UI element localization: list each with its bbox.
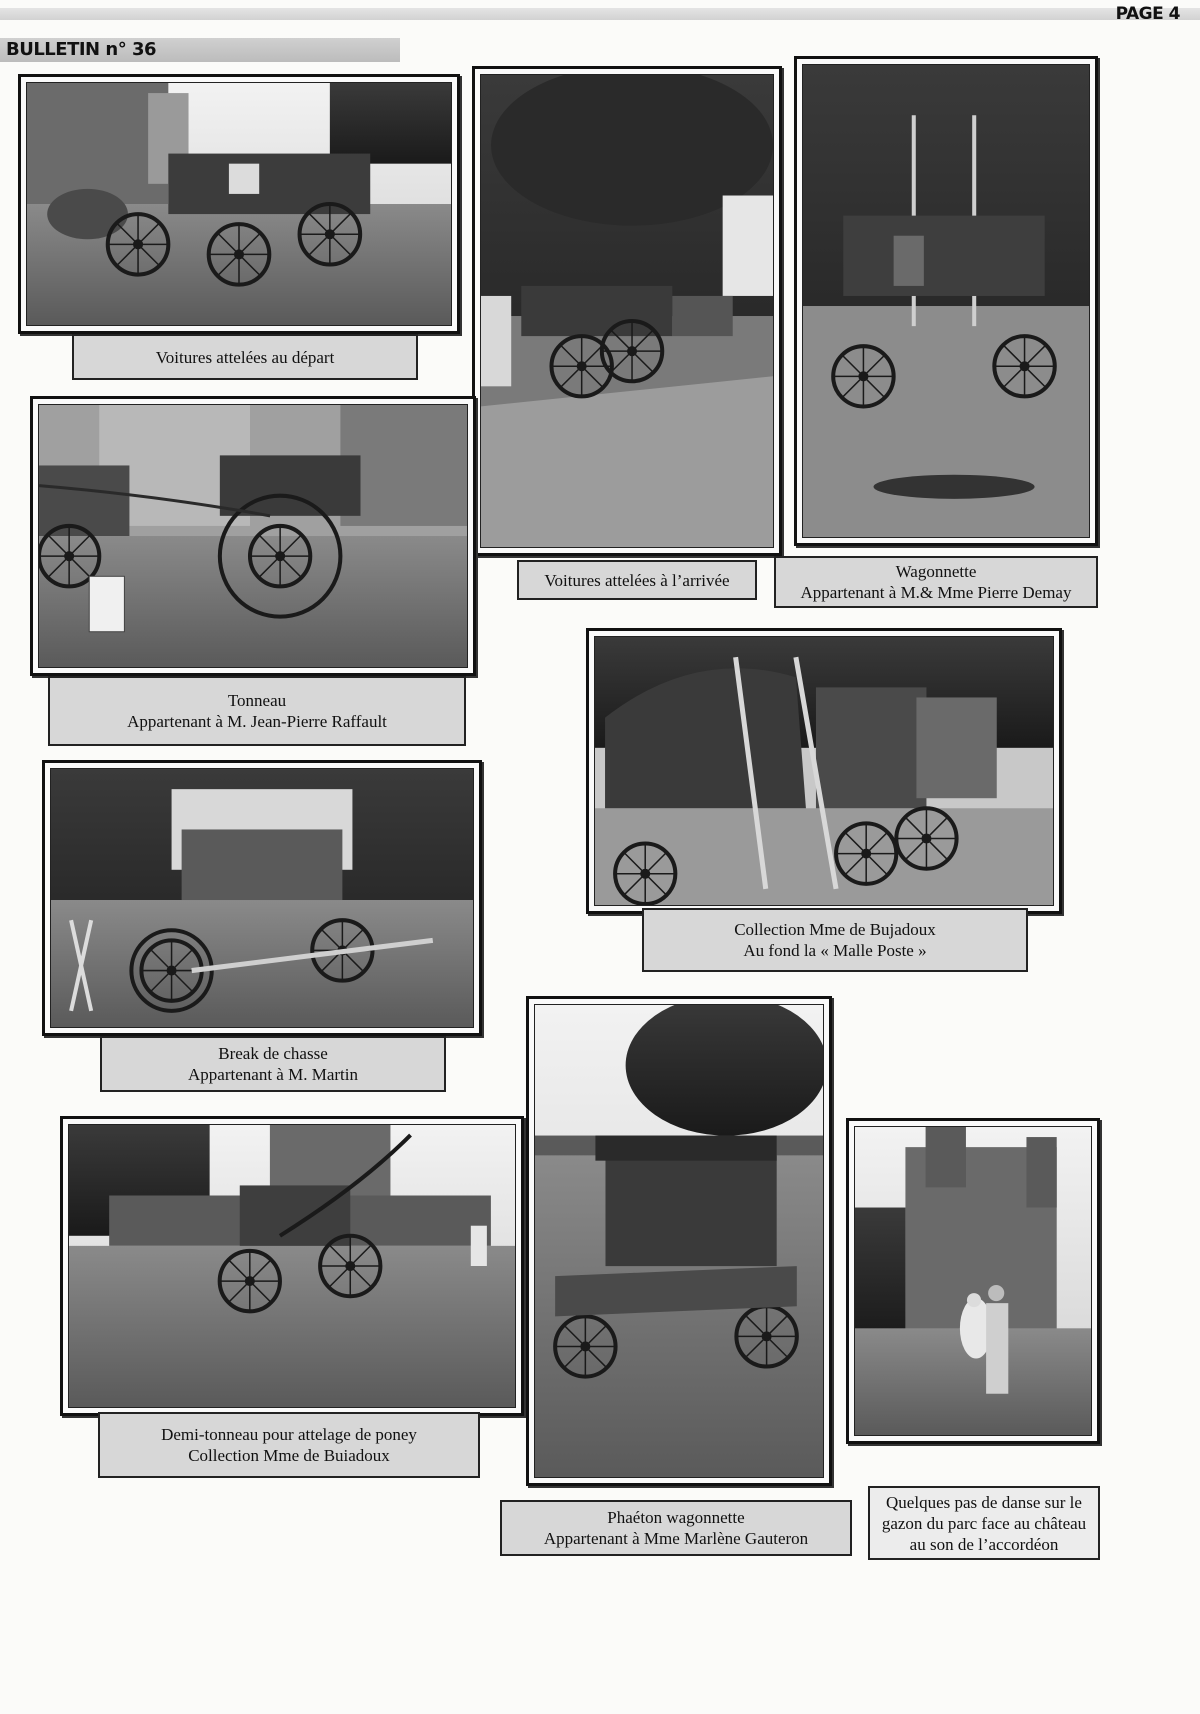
caption-line: Break de chasse bbox=[218, 1044, 328, 1063]
caption-depart bbox=[72, 334, 418, 380]
photo-wagonnette bbox=[794, 56, 1098, 546]
page-number: PAGE 4 bbox=[1115, 4, 1180, 24]
bulletin-label: BULLETIN n° 36 bbox=[0, 38, 400, 62]
caption-tonneau bbox=[48, 676, 466, 746]
caption-break bbox=[100, 1036, 446, 1092]
caption-line: Appartenant à M. Jean-Pierre Raffault bbox=[127, 712, 387, 731]
photo-arrivee bbox=[472, 66, 782, 556]
caption-line: Au fond la « Malle Poste » bbox=[743, 941, 927, 960]
caption-line: Appartenant à Mme Marlène Gauteron bbox=[543, 1529, 809, 1548]
caption-bujadoux bbox=[642, 908, 1028, 972]
photo-break bbox=[42, 760, 482, 1036]
caption-line: au son de l’accordéon bbox=[909, 1534, 1059, 1554]
caption-line: Voitures attelées à l’arrivée bbox=[544, 570, 730, 590]
caption-line: Phaéton wagonnette bbox=[607, 1508, 745, 1527]
photo-bujadoux bbox=[586, 628, 1062, 914]
caption-line: Demi-tonneau pour attelage de poney bbox=[161, 1425, 417, 1444]
caption-line: Collection Mme de Bujadoux bbox=[734, 920, 936, 939]
photo-demi-tonneau bbox=[60, 1116, 524, 1416]
photo-depart bbox=[18, 74, 460, 334]
caption-danse bbox=[868, 1486, 1100, 1560]
caption-line: Appartenant à M. Martin bbox=[188, 1065, 358, 1084]
caption-arrivee bbox=[517, 560, 757, 600]
photo-phaeton bbox=[526, 996, 832, 1486]
caption-line: Voitures attelées au départ bbox=[155, 347, 335, 367]
caption-line: gazon du parc face au château bbox=[881, 1513, 1087, 1533]
caption-phaeton bbox=[500, 1500, 852, 1556]
photo-tonneau bbox=[30, 396, 476, 676]
photo-danse bbox=[846, 1118, 1100, 1444]
caption-demi-tonneau bbox=[98, 1412, 480, 1478]
caption-line: Tonneau bbox=[227, 691, 287, 710]
caption-line: Collection Mme de Buiadoux bbox=[188, 1446, 390, 1465]
caption-line: Quelques pas de danse sur le bbox=[886, 1492, 1082, 1512]
caption-line: Appartenant à M.& Mme Pierre Demay bbox=[800, 583, 1072, 602]
top-rule bbox=[0, 8, 1200, 20]
caption-line: Wagonnette bbox=[895, 562, 977, 581]
caption-wagonnette bbox=[774, 556, 1098, 608]
